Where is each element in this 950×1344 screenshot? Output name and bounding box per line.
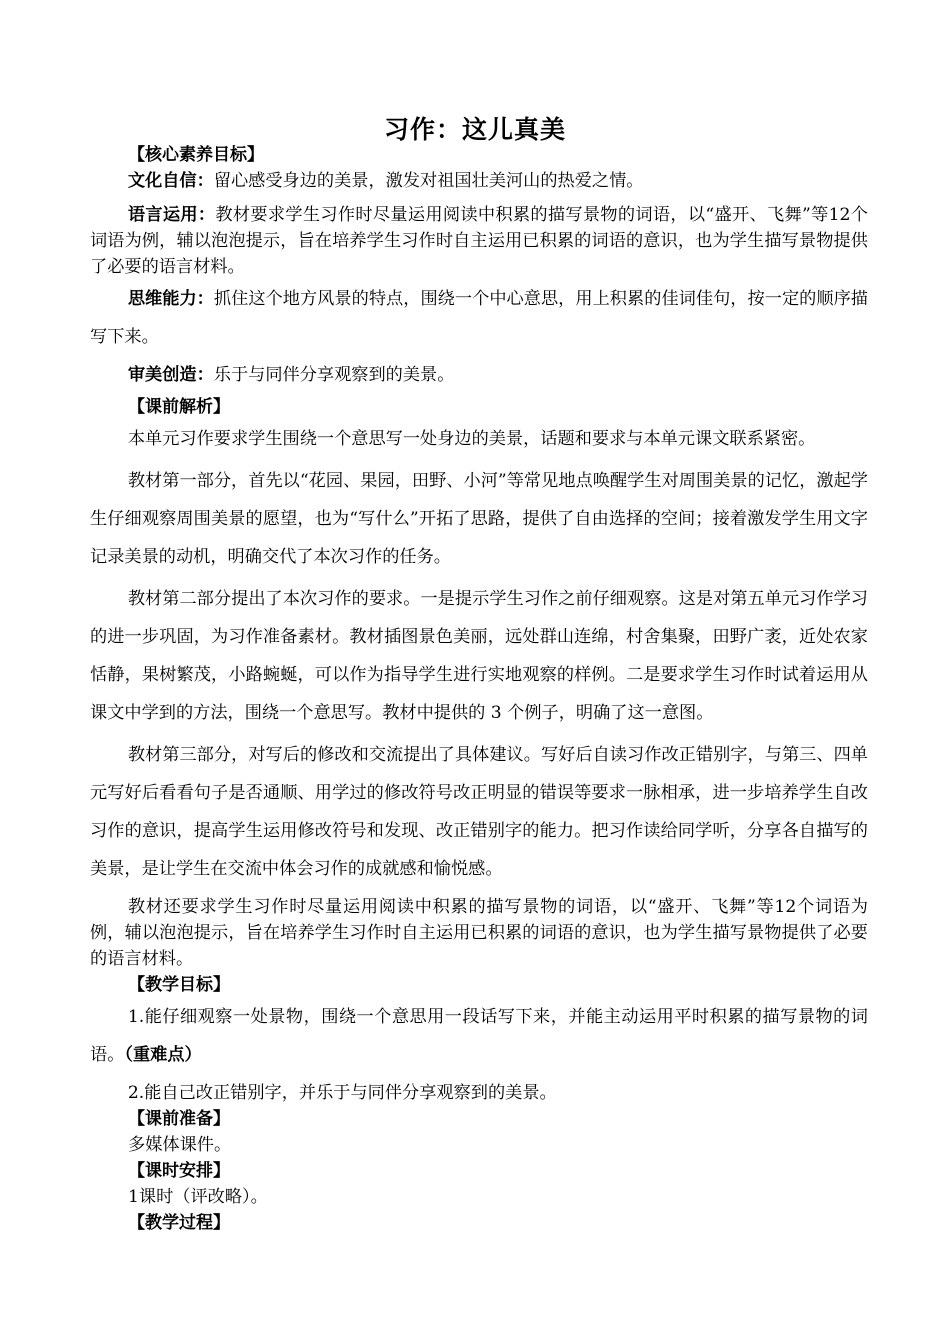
text-culture: 留心感受身边的美景，激发对祖国壮美河山的热爱之情。 — [213, 171, 644, 191]
heading-preparation: 【课前准备】 — [128, 1109, 230, 1129]
schedule-text: 1课时（评改略）。 — [128, 1187, 268, 1207]
heading-schedule: 【课时安排】 — [128, 1161, 230, 1181]
paragraph-thinking — [90, 280, 868, 356]
analysis-paragraph-4: 教材第三部分，对写后的修改和交流提出了具体建议。写好后自读习作改正错别字，与第三、四单元写好后看看句子是否通顺、用学过的修改符号改正明显的错误等要求一脉相承，进一步培养学生自改习作的意识，提高学生运用修改符号和发现、改正错别字的能力。把习作读给同学听，分享各自描写的美景，是让学生在交流中体会习作的成就感和愉悦感。 — [90, 745, 868, 879]
label-aesthetic: 审美创造： — [127, 365, 214, 385]
label-language: 语言运用： — [127, 205, 216, 225]
text-language: 教材要求学生习作时尽量运用阅读中积累的描写景物的词语，以“盛开、飞舞”等12个词语为例，辅以泡泡提示，旨在培养学生习作时自主运用已积累的词语的意识，也为学生描写景物提供了必要的语言材料。 — [90, 205, 868, 277]
objective-item-2: 2.能自己改正错别字，并乐于与同伴分享观察到的美景。 — [127, 1083, 557, 1103]
analysis-paragraph-2: 教材第一部分，首先以“花园、果园，田野、小河”等常见地点唤醒学生对周围美景的记忆，激起学生仔细观察周围美景的愿望，也为“写什么”开拓了思路，提供了自由选择的空间；接着激发学生用文字记录美景的动机，明确交代了本次习作的任务。 — [90, 471, 868, 567]
document-body — [90, 142, 868, 1236]
paragraph-aesthetic — [90, 356, 868, 394]
heading-core-goals: 【核心素养目标】 — [128, 145, 264, 165]
paragraph-language — [90, 202, 868, 280]
analysis-paragraph-1: 本单元习作要求学生围绕一个意思写一处身边的美景，话题和要求与本单元课文联系紧密。 — [127, 429, 816, 449]
key-point-note: （重难点） — [124, 1045, 202, 1065]
heading-process: 【教学过程】 — [128, 1213, 230, 1233]
label-culture: 文化自信： — [127, 171, 214, 191]
heading-analysis: 【课前解析】 — [128, 397, 230, 417]
heading-objectives: 【教学目标】 — [128, 975, 230, 995]
text-thinking: 抓住这个地方风景的特点，围绕一个中心意思，用上积累的佳词佳句，按一定的顺序描写下来。 — [90, 289, 868, 347]
paragraph-culture — [90, 168, 868, 194]
label-thinking: 思维能力： — [127, 289, 214, 309]
analysis-paragraph-3: 教材第二部分提出了本次习作的要求。一是提示学生习作之前仔细观察。这是对第五单元习作学习的进一步巩固，为习作准备素材。教材插图景色美丽，远处群山连绵，村舍集聚，田野广袤，近处农家恬静，果树繁茂，小路蜿蜒，可以作为指导学生进行实地观察的样例。二是要求学生习作时试着运用从课文中学到的方法，围绕一个意思写。教材中提供的 3 个例子，明确了这一意图。 — [90, 589, 868, 723]
preparation-text: 多媒体课件。 — [128, 1135, 232, 1155]
objective-item-1-text: 1.能仔细观察一处景物，围绕一个意思用一段话写下来，并能主动运用平时积累的描写景物的词语。 — [90, 1007, 868, 1065]
page-title: 习作：这儿真美 — [383, 115, 566, 144]
text-aesthetic: 乐于与同伴分享观察到的美景。 — [213, 365, 455, 385]
objective-item-1 — [90, 998, 868, 1074]
analysis-paragraph-5: 教材还要求学生习作时尽量运用阅读中积累的描写景物的词语，以“盛开、飞舞”等12个词语为例，辅以泡泡提示，旨在培养学生习作时自主运用已积累的词语的意识，也为学生描写景物提供了必要的语言材料。 — [90, 897, 868, 969]
